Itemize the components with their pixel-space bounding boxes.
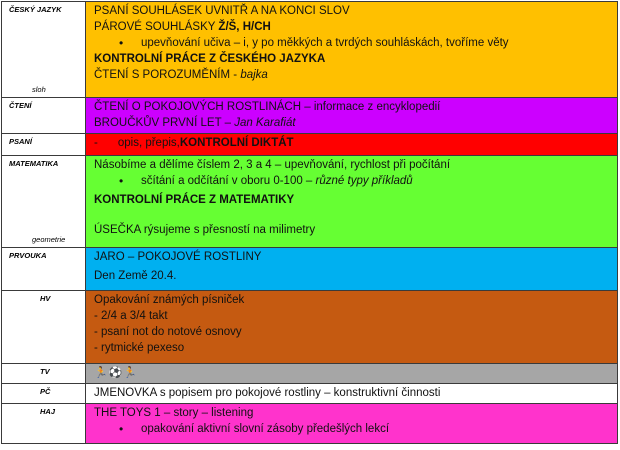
content-cell-pc bbox=[86, 384, 618, 404]
subject-cell-prvouka bbox=[2, 248, 86, 291]
row-prvouka bbox=[2, 248, 618, 291]
content-line bbox=[94, 135, 613, 151]
sport-icons: 🏃⚽🏃 bbox=[94, 367, 139, 379]
text-part: ČTENÍ S POROZUMĚNÍM - bbox=[94, 69, 241, 81]
content-line bbox=[94, 19, 613, 35]
row-cesky-jazyk bbox=[2, 2, 618, 98]
content-line: - psaní not do notové osnovy bbox=[94, 326, 242, 338]
content-cell-haj bbox=[86, 404, 618, 444]
subject-label: TV bbox=[40, 367, 50, 376]
dash-marker: - bbox=[94, 137, 98, 149]
subject-label: HV bbox=[40, 294, 51, 303]
subject-cell-hv bbox=[2, 291, 86, 364]
content-line: JMENOVKA s popisem pro pokojové rostliny – konstruktivní činnosti bbox=[94, 387, 441, 399]
weekly-plan-table bbox=[1, 1, 618, 444]
subject-label: PSANÍ bbox=[9, 137, 32, 146]
content-line: PSANÍ SOUHLÁSEK UVNITŘ A NA KONCI SLOV bbox=[94, 5, 350, 17]
content-cell-cesky bbox=[86, 2, 618, 98]
text-part-italic: bajka bbox=[240, 69, 268, 81]
text-part: sčítání a odčítání v oboru 0-100 – bbox=[141, 175, 316, 187]
content-cell-psani bbox=[86, 134, 618, 156]
row-haj bbox=[2, 404, 618, 444]
subject-label: MATEMATIKA bbox=[9, 159, 59, 168]
subject-sublabel: geometrie bbox=[32, 235, 66, 244]
content-cell-matematika bbox=[86, 156, 618, 248]
content-cell-prvouka bbox=[86, 248, 618, 291]
bullet-item bbox=[94, 35, 613, 51]
text-part: opis, přepis, bbox=[117, 137, 180, 149]
row-psani bbox=[2, 134, 618, 156]
subject-cell-psani bbox=[2, 134, 86, 156]
content-line: - rytmické pexeso bbox=[94, 342, 185, 354]
subject-cell-pc bbox=[2, 384, 86, 404]
content-line bbox=[94, 115, 613, 131]
text-part: BROUČKŮV PRVNÍ LET – bbox=[94, 117, 235, 129]
subject-sublabel: sloh bbox=[32, 85, 46, 94]
subject-cell-haj bbox=[2, 404, 86, 444]
content-cell-tv bbox=[86, 364, 618, 384]
content-line bbox=[94, 67, 613, 83]
subject-cell-cesky bbox=[2, 2, 86, 98]
row-hv bbox=[2, 291, 618, 364]
row-matematika bbox=[2, 156, 618, 248]
bullet-text: opakování aktivní slovní zásoby předešlých lekcí bbox=[141, 423, 390, 435]
subject-label: ČESKÝ JAZYK bbox=[9, 5, 62, 14]
text-part-bold: KONTROLNÍ DIKTÁT bbox=[179, 137, 294, 149]
subject-label: PČ bbox=[40, 387, 51, 396]
content-line: Opakování známých písniček bbox=[94, 294, 245, 306]
content-line: Násobíme a dělíme číslem 2, 3 a 4 – upevňování, rychlost při počítání bbox=[94, 159, 451, 171]
subject-cell-cteni bbox=[2, 98, 86, 134]
content-line: ČTENÍ O POKOJOVÝCH ROSTLINÁCH – informace z encyklopedií bbox=[94, 101, 441, 113]
content-line: ÚSEČKA rýsujeme s přesností na milimetry bbox=[94, 224, 316, 236]
subject-cell-matematika bbox=[2, 156, 86, 248]
content-line: JARO – POKOJOVÉ ROSTLINY bbox=[94, 251, 262, 263]
content-cell-hv bbox=[86, 291, 618, 364]
row-tv bbox=[2, 364, 618, 384]
subject-label: HAJ bbox=[40, 407, 56, 416]
bullet-text: upevňování učiva – i, y po měkkých a tvrdých souhláskách, tvoříme věty bbox=[141, 37, 509, 49]
bullet-item bbox=[94, 421, 613, 437]
content-line: THE TOYS 1 – story – listening bbox=[94, 407, 254, 419]
content-cell-cteni bbox=[86, 98, 618, 134]
content-line: Den Země 20.4. bbox=[94, 270, 177, 282]
content-line: KONTROLNÍ PRÁCE Z MATEMATIKY bbox=[94, 194, 295, 206]
content-line: KONTROLNÍ PRÁCE Z ČESKÉHO JAZYKA bbox=[94, 53, 326, 65]
text-part-italic: Jan Karafiát bbox=[234, 117, 296, 129]
text-part-italic: různé typy příkladů bbox=[315, 175, 413, 187]
bullet-text bbox=[119, 173, 413, 189]
content-line: - 2/4 a 3/4 takt bbox=[94, 310, 168, 322]
row-cteni bbox=[2, 98, 618, 134]
subject-label: PRVOUKA bbox=[9, 251, 47, 260]
subject-label: ČTENÍ bbox=[9, 101, 32, 110]
bullet-item bbox=[94, 173, 613, 189]
row-pc bbox=[2, 384, 618, 404]
text-part-bold: Ž/Š, H/CH bbox=[218, 21, 271, 33]
text-part: PÁROVÉ SOUHLÁSKY bbox=[94, 21, 219, 33]
subject-cell-tv bbox=[2, 364, 86, 384]
spacer bbox=[94, 208, 613, 222]
